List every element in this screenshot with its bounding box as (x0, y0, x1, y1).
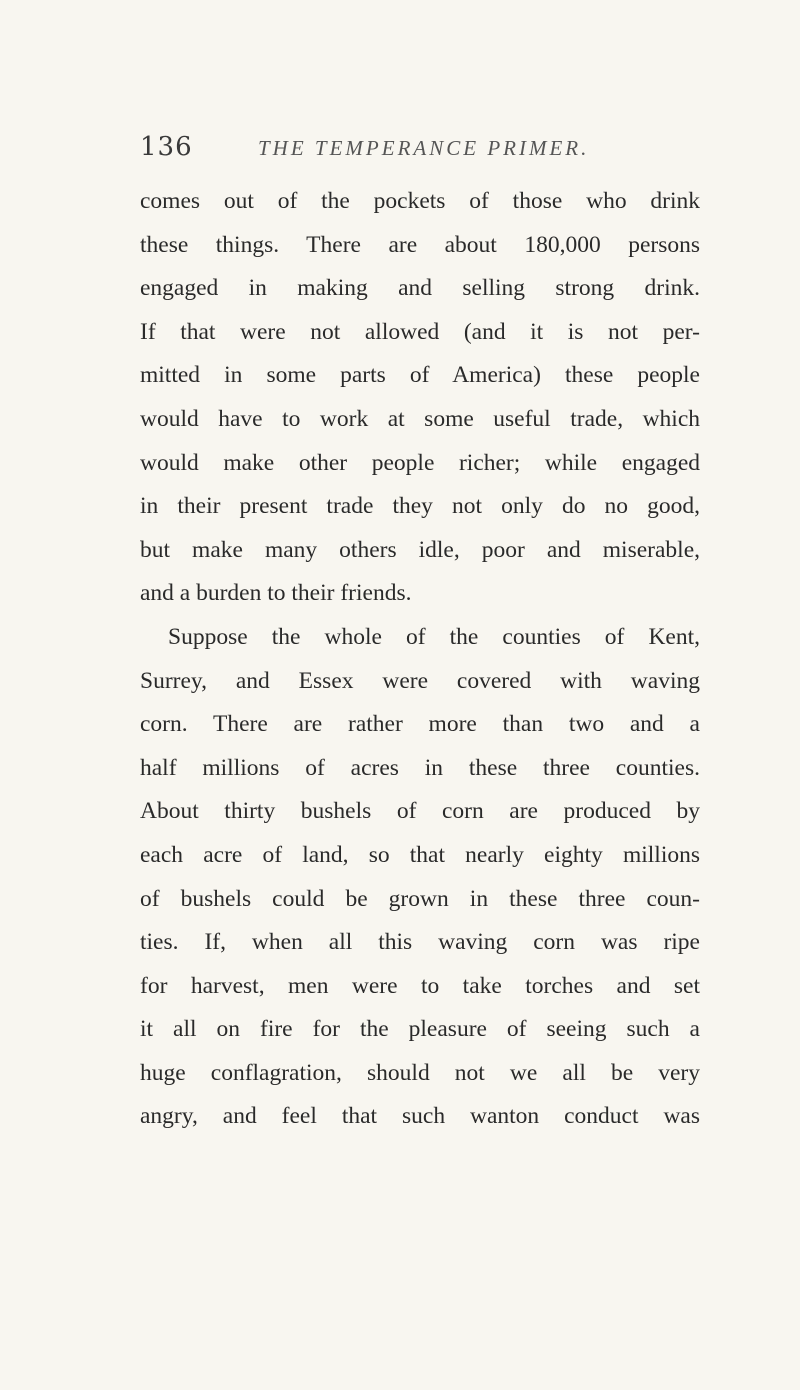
body-text (140, 180, 700, 1139)
text-line: these things. There are about 180,000 persons (140, 231, 700, 258)
text-line: If that were not allowed (and it is not per- (140, 318, 700, 345)
text-line: mitted in some parts of America) these people (140, 362, 700, 389)
text-line: of bushels could be grown in these three coun- (140, 885, 700, 912)
text-line: huge conflagration, should not we all be very (140, 1059, 700, 1086)
page-header (140, 132, 700, 172)
text-line: angry, and feel that such wanton conduct was (140, 1103, 700, 1130)
text-line: it all on fire for the pleasure of seeing such a (140, 1016, 700, 1043)
text-line: ties. If, when all this waving corn was ripe (140, 929, 700, 956)
text-line: engaged in making and selling strong drink. (140, 275, 700, 302)
text-line: half millions of acres in these three counties. (140, 754, 700, 781)
text-line: would have to work at some useful trade, which (140, 405, 700, 432)
page-number: 136 (140, 132, 193, 162)
text-line: About thirty bushels of corn are produced by (140, 798, 700, 825)
text-line: in their present trade they not only do no good, (140, 493, 700, 520)
text-line: corn. There are rather more than two and a (140, 711, 700, 738)
text-line: Suppose the whole of the counties of Kent, (168, 623, 700, 650)
text-line: Surrey, and Essex were covered with waving (140, 667, 700, 694)
text-line: but make many others idle, poor and miserable, (140, 536, 700, 563)
text-line: comes out of the pockets of those who drink (140, 188, 700, 214)
text-line: would make other people richer; while engaged (140, 449, 700, 476)
text-line: and a burden to their friends. (140, 580, 412, 607)
text-line: for harvest, men were to take torches and set (140, 972, 700, 999)
running-head: THE TEMPERANCE PRIMER. (258, 136, 590, 160)
text-line: each acre of land, so that nearly eighty millions (140, 841, 700, 868)
